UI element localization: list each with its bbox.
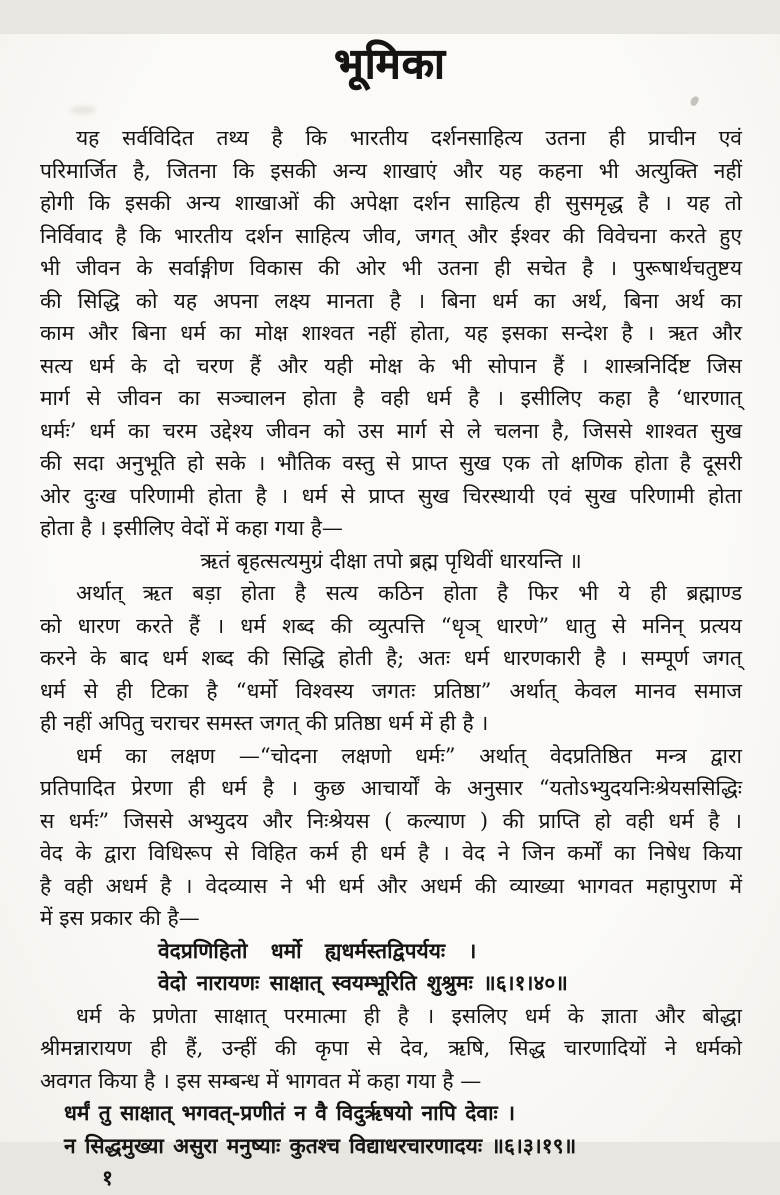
text-line: को धारण करते हैं । धर्म शब्द की व्युत्पत्ति “धृञ् धारणे” धातु से मनिन् प्रत्यय (40, 613, 742, 638)
page-body (40, 122, 742, 1195)
text-line: होता है । इसीलिए वेदों में कहा गया है— (40, 516, 343, 541)
scanned-book-page (0, 34, 780, 1191)
text-line: धर्म से ही टिका है “धर्मो विश्वस्य जगतः प्रतिष्ठा” अर्थात् केवल मानव समाज (40, 678, 742, 703)
text-line: करने के बाद धर्म शब्द की सिद्धि होती है; अतः धर्म धारणकारी है । सम्पूर्ण जगत् (40, 646, 742, 671)
text-line: धर्म के प्रणेता साक्षात् परमात्मा ही है । इसलिए धर्म के ज्ञाता और बोद्धा (76, 1003, 742, 1028)
text-line: ओर दुःख परिणामी होता है । धर्म से प्राप्त सुख चिरस्थायी एवं सुख परिणामी होता (40, 483, 742, 508)
text-line: भी जीवन के सर्वाङ्गीण विकास की ओर भी उतना ही सचेत है । पुरूषार्थचतुष्टय (40, 256, 742, 281)
text-line: काम और बिना धर्म का मोक्ष शाश्वत नहीं होता, यह इसका सन्देश है । ऋत और (40, 321, 742, 346)
text-line: वेदो नारायणः साक्षात् स्वयम्भूरिति शुश्रुमः ॥६।१।४०॥ (158, 970, 568, 996)
text-line: प्रतिपादित प्रेरणा ही धर्म है । कुछ आचार्यों के अनुसार “यतोऽभ्युदयनिःश्रेयससिद्धिः (40, 776, 742, 801)
text-line: स धर्मः” जिससे अभ्युदय और निःश्रेयस ( कल्याण ) की प्राप्ति हो वही धर्म है । (40, 808, 742, 833)
text-line: धर्मं तु साक्षात् भगवत्-प्रणीतं न वै विदुर्ऋषयो नापि देवाः । (64, 1100, 516, 1126)
scan-smudge-artifact (70, 106, 96, 114)
text-line: अर्थात् ऋत बड़ा होता है सत्य कठिन होता है फिर भी ये ही ब्रह्माण्ड (76, 581, 742, 606)
text-line: १ (102, 1165, 113, 1191)
text-line: सत्य धर्म के दो चरण हैं और यही मोक्ष के भी सोपान हैं । शास्त्रनिर्दिष्ट जिस (40, 353, 742, 378)
text-line: है वही अधर्म है । वेदव्यास ने भी धर्म और अधर्म की व्याख्या भागवत महापुराण में (40, 873, 742, 898)
text-line: निर्विवाद है कि भारतीय दर्शन साहित्य जीव, जगत् और ईश्वर की विवेचना करते हुए (40, 223, 742, 248)
text-line: मार्ग से जीवन का सञ्चालन होता है वही धर्म है । इसीलिए कहा है ‘धारणात् (40, 386, 742, 411)
page-title: भूमिका (334, 39, 446, 88)
text-line: धर्मः’ धर्म का चरम उद्देश्य जीवन को उस मार्ग से ले चलना है, जिससे शाश्वत सुख (40, 418, 742, 443)
scan-ink-speck-artifact (689, 95, 700, 107)
text-line: की सिद्धि को यह अपना लक्ष्य मानता है । बिना धर्म का अर्थ, बिना अर्थ का (40, 288, 742, 313)
text-line: ऋतं बृहत्सत्यमुग्रं दीक्षा तपो ब्रह्म पृथिवीं धारयन्ति ॥ (200, 548, 582, 573)
text-line: वेदप्रणिहितो धर्मो ह्यधर्मस्तद्विपर्ययः । (158, 937, 477, 963)
text-line: अवगत किया है । इस सम्बन्ध में भागवत में कहा गया है — (40, 1068, 482, 1093)
text-line: की सदा अनुभूति हो सके । भौतिक वस्तु से प्राप्त सुख एक तो क्षणिक होता है दूसरी (40, 451, 742, 476)
text-line: परिमार्जित है, जितना कि इसकी अन्य शाखाएं और यह कहना भी अत्युक्ति नहीं (40, 158, 742, 183)
text-line: वेद के द्वारा विधिरूप से विहित कर्म ही धर्म है । वेद ने जिन कर्मों का निषेध किया (40, 841, 742, 866)
text-line: होगी कि इसकी अन्य शाखाओं की अपेक्षा दर्शन साहित्य ही सुसमृद्ध है । यह तो (40, 191, 742, 216)
text-line: न सिद्धमुख्या असुरा मनुष्याः कुतश्च विद्याधरचारणादयः ॥६।३।१९॥ (64, 1132, 577, 1158)
text-line: ही नहीं अपितु चराचर समस्त जगत् की प्रतिष्ठा धर्म में ही है । (40, 711, 489, 736)
text-line: धर्म का लक्षण —“चोदना लक्षणो धर्मः” अर्थात् वेदप्रतिष्ठित मन्त्र द्वारा (76, 743, 742, 768)
text-line: में इस प्रकार की है— (40, 906, 200, 931)
text-line: यह सर्वविदित तथ्य है कि भारतीय दर्शनसाहित्य उतना ही प्राचीन एवं (76, 126, 742, 151)
text-line: श्रीमन्नारायण ही हैं, उन्हीं की कृपा से देव, ऋषि, सिद्ध चारणादियों ने धर्मको (40, 1036, 742, 1061)
